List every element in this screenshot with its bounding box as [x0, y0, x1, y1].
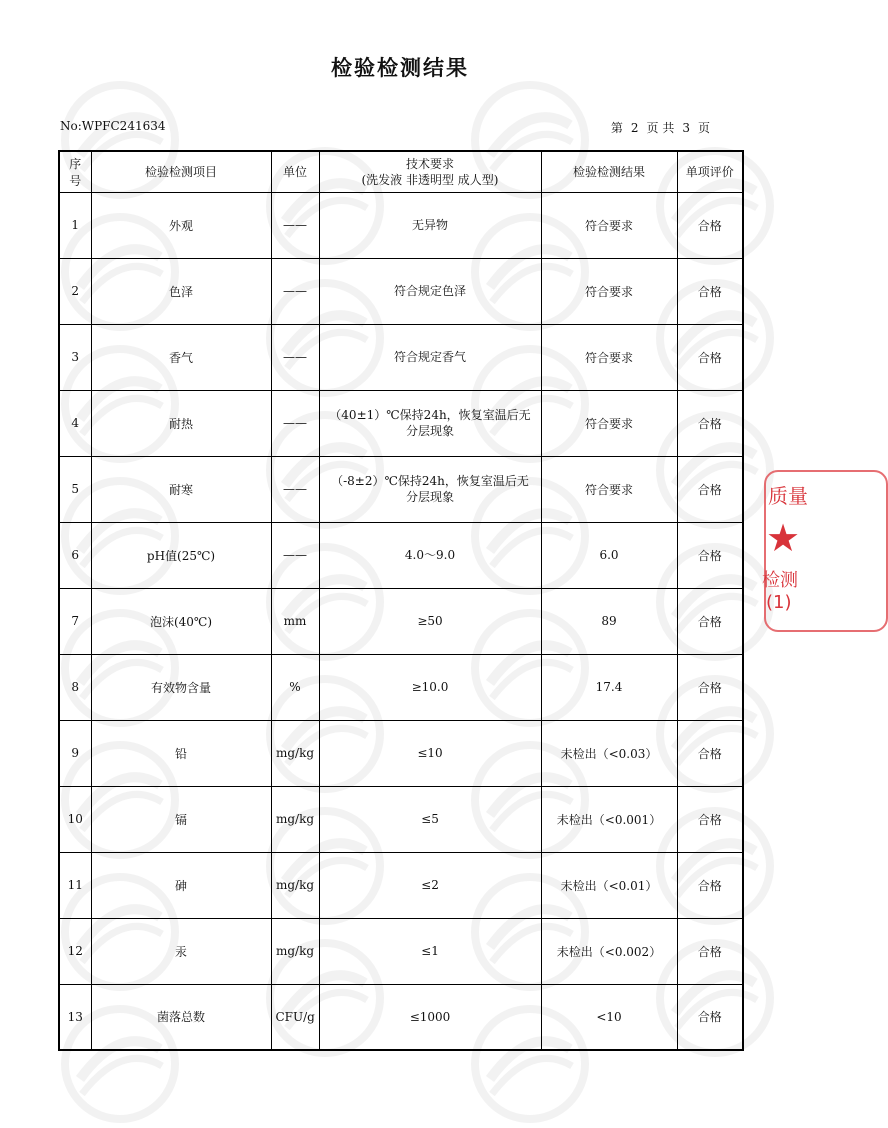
table-row [59, 522, 743, 588]
cell-requirement [319, 456, 541, 522]
cell-unit: —— [271, 456, 319, 522]
cell-evaluation: 合格 [677, 654, 743, 720]
page-current: 2 [630, 121, 639, 135]
requirement-line: （-8±2）℃保持24h，恢复室温后无 [331, 474, 529, 488]
cell-evaluation: 合格 [677, 456, 743, 522]
cell-unit: mg/kg [271, 918, 319, 984]
cell-evaluation: 合格 [677, 522, 743, 588]
cell-requirement [319, 324, 541, 390]
page-info-prefix: 第 [610, 121, 623, 135]
requirement-line: 分层现象 [405, 490, 454, 504]
cell-result: 未检出（<0.002） [541, 918, 677, 984]
table-row [59, 258, 743, 324]
cell-unit: —— [271, 258, 319, 324]
cell-unit: % [271, 654, 319, 720]
cell-item: 镉 [91, 786, 271, 852]
cell-result: 符合要求 [541, 258, 677, 324]
cell-item: 铅 [91, 720, 271, 786]
cell-seq: 3 [59, 324, 91, 390]
table-row [59, 192, 743, 258]
cell-result: 符合要求 [541, 456, 677, 522]
cell-evaluation: 合格 [677, 984, 743, 1050]
header-unit: 单位 [271, 151, 319, 192]
cell-seq: 7 [59, 588, 91, 654]
cell-unit: mm [271, 588, 319, 654]
header-result: 检验检测结果 [541, 151, 677, 192]
cell-evaluation: 合格 [677, 390, 743, 456]
stamp-text-middle: 检测 [762, 570, 798, 591]
page-total: 3 [682, 121, 690, 135]
page-title: 检验检测结果 [331, 55, 469, 80]
cell-requirement [319, 918, 541, 984]
cell-requirement [319, 258, 541, 324]
cell-result: 17.4 [541, 654, 677, 720]
cell-unit: mg/kg [271, 720, 319, 786]
cell-evaluation: 合格 [677, 786, 743, 852]
cell-seq: 12 [59, 918, 91, 984]
cell-seq: 1 [59, 192, 91, 258]
cell-requirement [319, 654, 541, 720]
cell-item: 色泽 [91, 258, 271, 324]
cell-item: 菌落总数 [91, 984, 271, 1050]
cell-unit: mg/kg [271, 852, 319, 918]
cell-requirement [319, 786, 541, 852]
header-seq: 序号 [59, 151, 91, 192]
cell-result: 未检出（<0.01） [541, 852, 677, 918]
table-row [59, 456, 743, 522]
cell-result: <10 [541, 984, 677, 1050]
requirement-line: 符合规定香气 [393, 350, 466, 364]
report-number: No:WPFC241634 [60, 119, 166, 133]
requirement-line: 无异物 [411, 218, 448, 232]
cell-evaluation: 合格 [677, 258, 743, 324]
cell-requirement [319, 984, 541, 1050]
header-req-line1: 技术要求 [405, 156, 454, 171]
table-header-row [59, 151, 743, 192]
inspection-stamp [760, 470, 840, 630]
requirement-line: ≥50 [417, 614, 443, 628]
cell-result: 符合要求 [541, 192, 677, 258]
star-icon: ★ [766, 516, 801, 560]
cell-requirement [319, 588, 541, 654]
page-info-suffix: 页 [697, 121, 710, 135]
cell-result: 89 [541, 588, 677, 654]
cell-result: 未检出（<0.001） [541, 786, 677, 852]
requirement-line: ≤5 [421, 812, 439, 826]
cell-seq: 4 [59, 390, 91, 456]
cell-item: pH值(25℃) [91, 522, 271, 588]
cell-item: 有效物含量 [91, 654, 271, 720]
cell-seq: 2 [59, 258, 91, 324]
cell-result: 未检出（<0.03） [541, 720, 677, 786]
header-evaluation: 单项评价 [677, 151, 743, 192]
header-item: 检验检测项目 [91, 151, 271, 192]
cell-evaluation: 合格 [677, 852, 743, 918]
cell-seq: 10 [59, 786, 91, 852]
requirement-line: 4.0～9.0 [404, 548, 456, 562]
cell-result: 符合要求 [541, 324, 677, 390]
cell-unit: mg/kg [271, 786, 319, 852]
cell-evaluation: 合格 [677, 192, 743, 258]
cell-unit: —— [271, 192, 319, 258]
page-info [607, 119, 714, 136]
cell-result: 6.0 [541, 522, 677, 588]
requirement-line: （40±1）℃保持24h，恢复室温后无 [329, 408, 531, 422]
table-row [59, 324, 743, 390]
table-row [59, 720, 743, 786]
page-info-mid: 页 共 [646, 121, 675, 135]
table-row [59, 390, 743, 456]
header-req-line2: (洗发液 非透明型 成人型) [361, 172, 499, 187]
cell-requirement [319, 522, 541, 588]
cell-seq: 5 [59, 456, 91, 522]
cell-unit: —— [271, 324, 319, 390]
cell-requirement [319, 192, 541, 258]
cell-seq: 9 [59, 720, 91, 786]
cell-evaluation: 合格 [677, 720, 743, 786]
cell-evaluation: 合格 [677, 918, 743, 984]
requirement-line: ≤2 [421, 878, 439, 892]
cell-item: 耐热 [91, 390, 271, 456]
header-requirement [319, 151, 541, 192]
table-row [59, 918, 743, 984]
cell-item: 耐寒 [91, 456, 271, 522]
table-row [59, 654, 743, 720]
requirement-line: 符合规定色泽 [393, 284, 466, 298]
cell-evaluation: 合格 [677, 588, 743, 654]
cell-item: 香气 [91, 324, 271, 390]
requirement-line: 分层现象 [405, 424, 454, 438]
stamp-text-top: 质量 [768, 484, 808, 508]
cell-unit: —— [271, 522, 319, 588]
cell-seq: 13 [59, 984, 91, 1050]
cell-requirement [319, 720, 541, 786]
cell-requirement [319, 852, 541, 918]
cell-evaluation: 合格 [677, 324, 743, 390]
cell-unit: —— [271, 390, 319, 456]
cell-seq: 8 [59, 654, 91, 720]
stamp-text-bottom: (1) [766, 592, 792, 613]
cell-item: 外观 [91, 192, 271, 258]
cell-unit: CFU/g [271, 984, 319, 1050]
cell-item: 泡沫(40℃) [91, 588, 271, 654]
cell-item: 砷 [91, 852, 271, 918]
cell-requirement [319, 390, 541, 456]
cell-result: 符合要求 [541, 390, 677, 456]
requirement-line: ≤10 [417, 746, 443, 760]
cell-seq: 6 [59, 522, 91, 588]
table-row [59, 588, 743, 654]
cell-item: 汞 [91, 918, 271, 984]
requirement-line: ≥10.0 [411, 680, 449, 694]
table-row [59, 786, 743, 852]
results-table [58, 150, 744, 1051]
requirement-line: ≤1 [421, 944, 439, 958]
requirement-line: ≤1000 [409, 1009, 451, 1024]
cell-seq: 11 [59, 852, 91, 918]
table-row [59, 984, 743, 1050]
table-row [59, 852, 743, 918]
